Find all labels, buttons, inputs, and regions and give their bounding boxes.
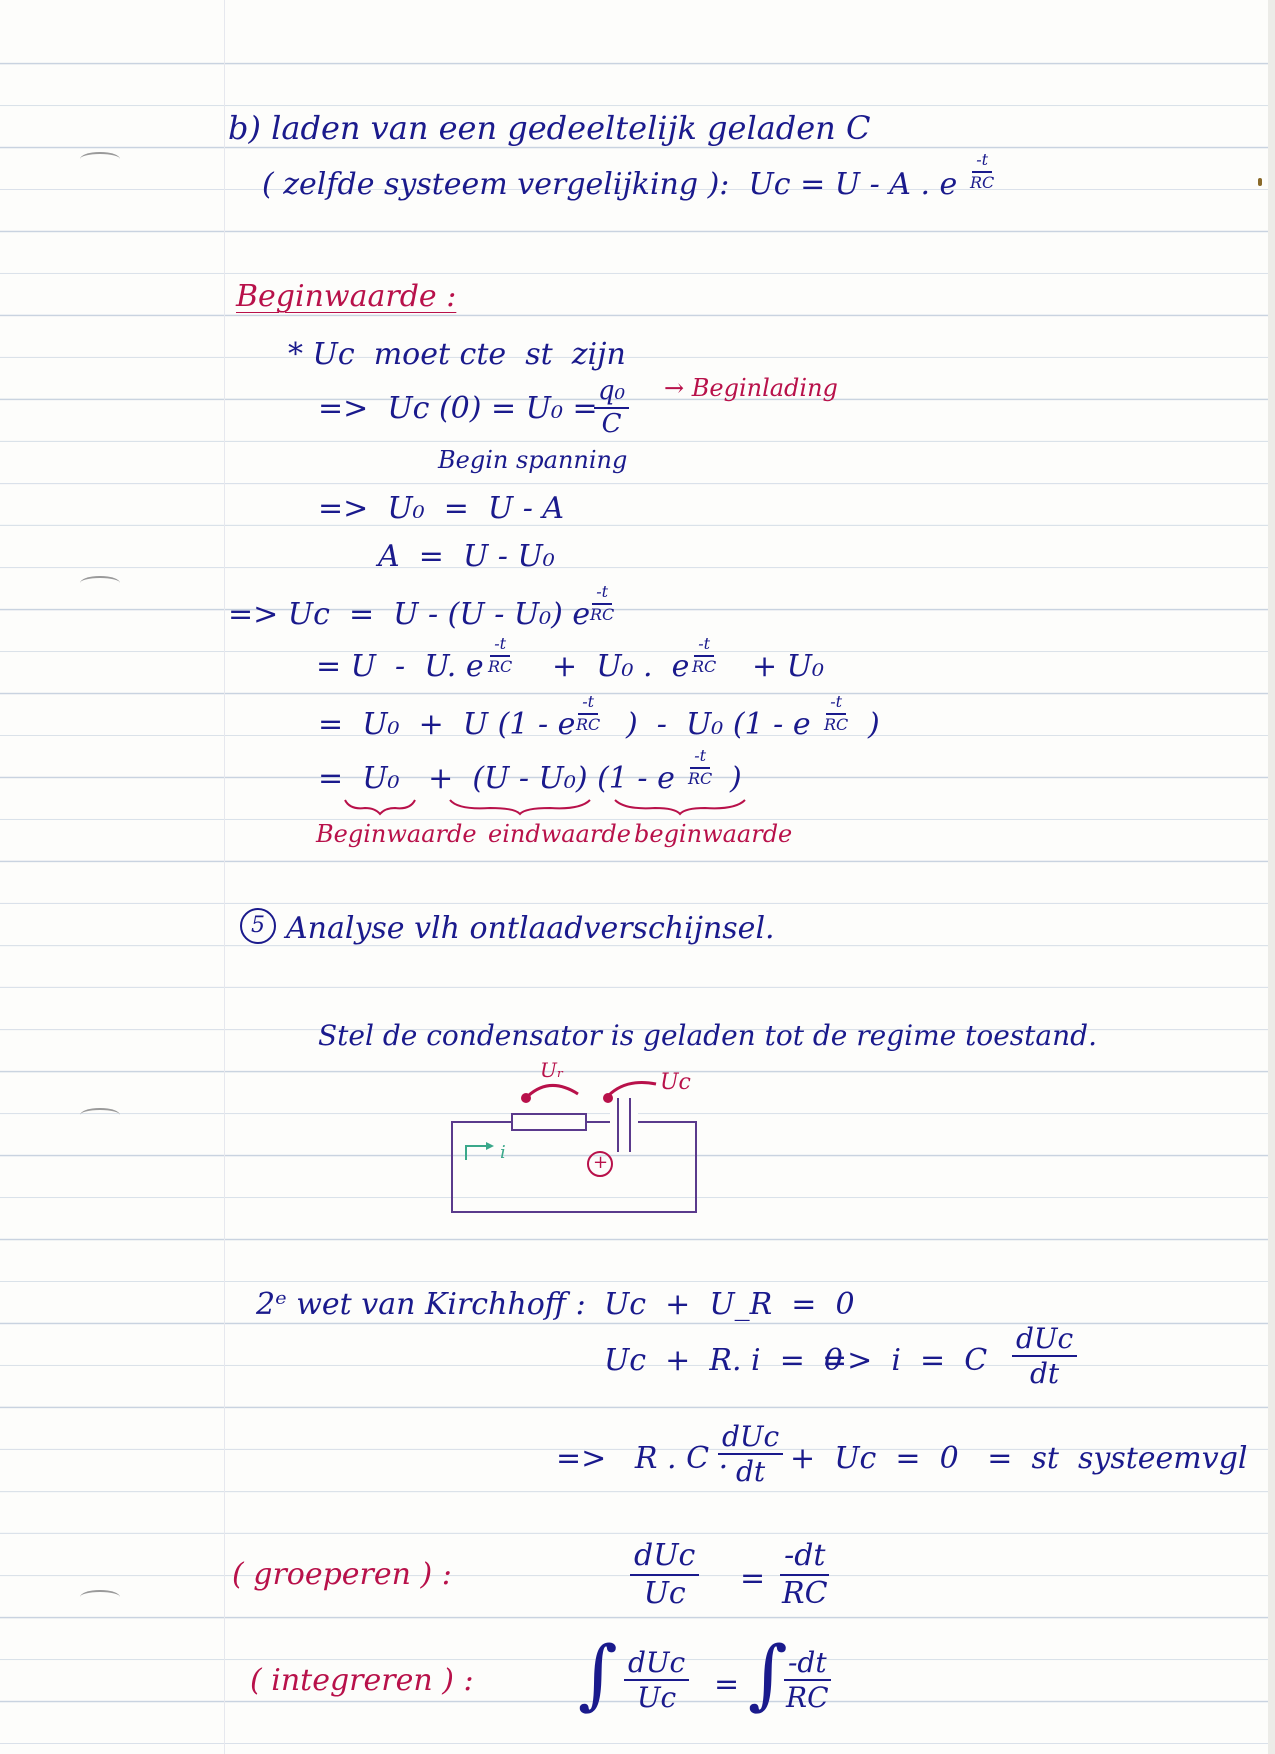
exponent-fraction: [572, 694, 604, 734]
binder-hole-mark: [80, 576, 120, 590]
section-5-title: Analyse vlh ontlaadverschijnsel.: [286, 911, 775, 946]
kirchhoff-equation-1: Uc + U_R = 0: [604, 1287, 855, 1322]
exponent-numerator: -t: [490, 636, 510, 657]
exponent-denominator: RC: [488, 656, 513, 676]
system-equation: ( zelfde systeem vergelijking ): Uc = U - A . e: [262, 167, 958, 202]
ur-label: Uᵣ: [540, 1058, 564, 1082]
exponent-denominator: RC: [824, 714, 849, 734]
uc-result-line: = U₀ + (U - U₀) (1 - e: [318, 761, 675, 796]
uc-derivation-line2c: + U₀: [752, 649, 824, 684]
duc-numerator: dUc: [718, 1422, 783, 1455]
c-denominator: C: [601, 409, 622, 440]
beginwaarde-heading: Beginwaarde :: [236, 279, 457, 314]
u0-equation: => U₀ = U - A: [318, 491, 565, 526]
brace-beginwaarde-2: [615, 800, 745, 814]
dt-denominator: dt: [1030, 1357, 1060, 1391]
duc-dt-fraction: [1012, 1324, 1077, 1389]
exponent-numerator: -t: [694, 636, 714, 657]
uc-derivation-line3c: ): [868, 707, 880, 742]
current-arrow-head: [486, 1142, 494, 1150]
uc-derivation-line2a: = U - U. e: [316, 649, 484, 684]
exponent-denominator: RC: [590, 604, 615, 624]
uc-denominator: Uc: [636, 1681, 677, 1715]
exponent-fraction: [484, 636, 516, 676]
kirchhoff-equation-2: Uc + R. i = 0: [604, 1343, 843, 1378]
exponent-denominator: RC: [688, 768, 713, 788]
binder-hole-mark: [80, 1590, 120, 1604]
q0-over-c-fraction: [594, 378, 629, 439]
mdt-rc-fraction: [782, 1648, 833, 1713]
label-beginwaarde: Beginwaarde: [316, 820, 477, 848]
uc-result-close: ): [730, 761, 742, 796]
uc-derivation-line2b: + U₀ . e: [552, 649, 690, 684]
exponent-fraction: [820, 694, 852, 734]
current-label: i: [500, 1142, 506, 1163]
rc-denominator: RC: [786, 1681, 829, 1715]
brace-eindwaarde: [450, 800, 590, 814]
uc-denominator: Uc: [643, 1575, 686, 1611]
uc-derivation-line3b: ) - U₀ (1 - e: [626, 707, 811, 742]
uc0-line: => Uc (0) = U₀ =: [318, 391, 598, 426]
exponent-fraction: [966, 152, 998, 192]
integral-sign: ∫: [748, 1629, 788, 1718]
exponent-fraction: [586, 584, 618, 624]
exponent-numerator: -t: [972, 152, 992, 173]
duc-dt-fraction: [718, 1422, 783, 1487]
ink-spot: [1258, 178, 1262, 186]
uc-derivation-line1: => Uc = U - (U - U₀) e: [228, 597, 591, 632]
exponent-fraction: [688, 636, 720, 676]
ur-arrow: [528, 1085, 578, 1096]
uc-derivation-line3a: = U₀ + U (1 - e: [318, 707, 576, 742]
uc-label: Uc: [660, 1070, 691, 1095]
integreren-label: ( integreren ) :: [250, 1663, 474, 1698]
section-5-number: 5: [240, 908, 276, 944]
duc-numerator: dUc: [630, 1540, 699, 1576]
exponent-numerator: -t: [690, 748, 710, 769]
stel-sentence: Stel de condensator is geladen tot de regime toestand.: [318, 1019, 1097, 1052]
integral-sign: ∫: [578, 1629, 618, 1718]
equals-sign: =: [740, 1561, 766, 1596]
q0-numerator: q₀: [594, 378, 629, 409]
capacitor-gap: [610, 1100, 638, 1150]
section-b-title: b) laden van een gedeeltelijk geladen C: [228, 109, 871, 147]
exponent-denominator: RC: [576, 714, 601, 734]
binder-hole-mark: [80, 152, 120, 166]
a-equation: A = U - U₀: [378, 539, 555, 574]
binder-hole-mark: [80, 1108, 120, 1122]
exponent-numerator: -t: [578, 694, 598, 715]
rc-denominator: RC: [782, 1575, 828, 1611]
plus-label: +: [593, 1152, 609, 1173]
current-arrow: [466, 1146, 486, 1160]
resistor-symbol: [512, 1114, 586, 1130]
kirchhoff-law: 2ᵉ wet van Kirchhoff :: [256, 1287, 586, 1322]
mdt-numerator: -dt: [784, 1648, 831, 1681]
mdt-rc-fraction: [778, 1540, 832, 1609]
beginspanning-note: Begin spanning: [438, 446, 628, 474]
duc-numerator: dUc: [1012, 1324, 1077, 1357]
label-eindwaarde: eindwaarde: [488, 820, 631, 848]
duc-uc-fraction: [624, 1648, 689, 1713]
system-equation-rhs: + Uc = 0 = st systeemvgl: [790, 1441, 1248, 1476]
exponent-denominator: RC: [970, 172, 995, 192]
equals-sign: =: [714, 1667, 740, 1702]
brace-beginwaarde: [345, 800, 415, 814]
system-equation-lhs: => R . C .: [556, 1441, 729, 1476]
uc-arrow: [608, 1083, 656, 1097]
circuit-wire: [452, 1122, 696, 1212]
uc-constant-line: * Uc moet cte st zijn: [288, 337, 626, 372]
label-beginwaarde-2: beginwaarde: [634, 820, 793, 848]
uc-arrow-head: [603, 1093, 613, 1103]
duc-numerator: dUc: [624, 1648, 689, 1681]
ur-arrow-head: [521, 1093, 531, 1103]
underbraces: [340, 796, 760, 818]
exponent-fraction: [684, 748, 716, 788]
beginlading-note: → Beginlading: [664, 374, 838, 402]
current-relation: => i = C: [822, 1343, 988, 1378]
margin-line: [224, 0, 225, 1754]
mdt-numerator: -dt: [780, 1540, 829, 1576]
groeperen-label: ( groeperen ) :: [232, 1557, 452, 1592]
exponent-numerator: -t: [826, 694, 846, 715]
exponent-denominator: RC: [692, 656, 717, 676]
exponent-numerator: -t: [592, 584, 612, 605]
duc-uc-fraction: [630, 1540, 699, 1609]
dt-denominator: dt: [736, 1455, 766, 1489]
page-edge: [1268, 0, 1275, 1754]
